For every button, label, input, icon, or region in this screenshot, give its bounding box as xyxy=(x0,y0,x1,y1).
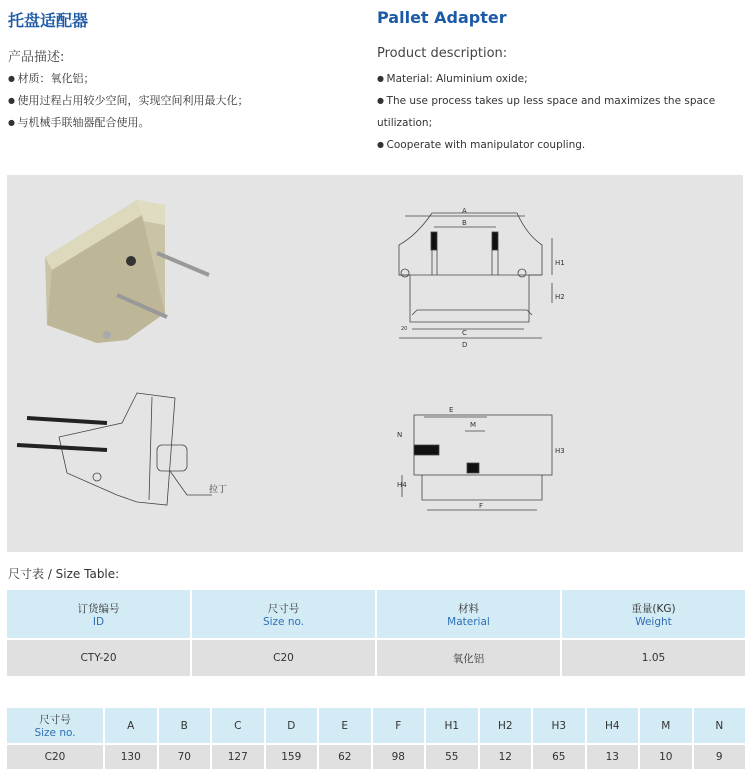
cell: 10 xyxy=(640,745,692,769)
header-cell: H4 xyxy=(587,708,639,743)
desc-list-cn xyxy=(8,68,249,134)
cell: 62 xyxy=(319,745,371,769)
table-row xyxy=(7,745,745,769)
dim-N: N xyxy=(397,431,403,439)
dim-H3: H3 xyxy=(555,447,565,455)
list-item: ● Material: Aluminium oxide; xyxy=(377,68,750,90)
dim-H1: H1 xyxy=(555,259,565,267)
product-figure xyxy=(7,175,743,552)
header-id: 订货编号 ID xyxy=(7,590,190,638)
front-drawing xyxy=(399,213,552,338)
cell: 159 xyxy=(266,745,318,769)
dim-E: E xyxy=(449,406,454,414)
header-cell: M xyxy=(640,708,692,743)
info-table xyxy=(5,588,747,678)
cell: 130 xyxy=(105,745,157,769)
title-cn: 托盘适配器 xyxy=(8,11,89,30)
cell: 9 xyxy=(694,745,746,769)
side-drawing xyxy=(17,393,212,505)
cell: CTY-20 xyxy=(7,640,190,676)
table-header-row xyxy=(7,590,745,638)
desc-label-cn: 产品描述: xyxy=(8,50,65,65)
dim-A: A xyxy=(462,207,467,215)
product-render xyxy=(45,200,209,343)
header-cell: B xyxy=(159,708,211,743)
side-view-drawing xyxy=(402,415,552,510)
dim-H4: H4 xyxy=(397,481,407,489)
cell: C20 xyxy=(192,640,375,676)
header-cell: N xyxy=(694,708,746,743)
cell: 12 xyxy=(480,745,532,769)
header-weight: 重量(KG) Weight xyxy=(562,590,745,638)
header-cell: C xyxy=(212,708,264,743)
desc-list-en xyxy=(377,68,750,156)
list-item: ● The use process takes up less space and maximizes the space utilization; xyxy=(377,90,750,134)
table-row xyxy=(7,640,745,676)
list-item: ● 与机械手联轴器配合使用。 xyxy=(8,112,249,134)
cell: 98 xyxy=(373,745,425,769)
cell: 70 xyxy=(159,745,211,769)
dim-angle: 20 xyxy=(401,326,408,332)
dim-H2: H2 xyxy=(555,293,565,301)
header-cell: E xyxy=(319,708,371,743)
header-cell: H3 xyxy=(533,708,585,743)
dim-F: F xyxy=(479,502,484,510)
header-cell: D xyxy=(266,708,318,743)
table-header-row xyxy=(7,708,745,743)
cell: 65 xyxy=(533,745,585,769)
cell: 1.05 xyxy=(562,640,745,676)
cell: 13 xyxy=(587,745,639,769)
title-en: Pallet Adapter xyxy=(377,8,507,27)
list-item: ● Cooperate with manipulator coupling. xyxy=(377,134,750,156)
dim-D: D xyxy=(462,341,468,349)
callout-label: 拉丁 xyxy=(209,485,228,495)
header-cell: H1 xyxy=(426,708,478,743)
header-cell: H2 xyxy=(480,708,532,743)
dimension-table xyxy=(5,706,747,771)
dim-M: M xyxy=(470,421,477,429)
list-item: ● 材质：氧化铝； xyxy=(8,68,249,90)
cell: 55 xyxy=(426,745,478,769)
header-cell: F xyxy=(373,708,425,743)
dim-B: B xyxy=(462,219,467,227)
header-material: 材料 Material xyxy=(377,590,560,638)
cell: 氧化铝 xyxy=(377,640,560,676)
list-item: ● 使用过程占用较少空间，实现空间利用最大化； xyxy=(8,90,249,112)
header-size: 尺寸号 Size no. xyxy=(7,708,103,743)
header-cell: A xyxy=(105,708,157,743)
header-size: 尺寸号 Size no. xyxy=(192,590,375,638)
desc-label-en: Product description: xyxy=(377,46,508,61)
cell: 127 xyxy=(212,745,264,769)
size-table-caption: 尺寸表 / Size Table: xyxy=(8,567,120,581)
dim-C: C xyxy=(462,329,467,337)
cell: C20 xyxy=(7,745,103,769)
